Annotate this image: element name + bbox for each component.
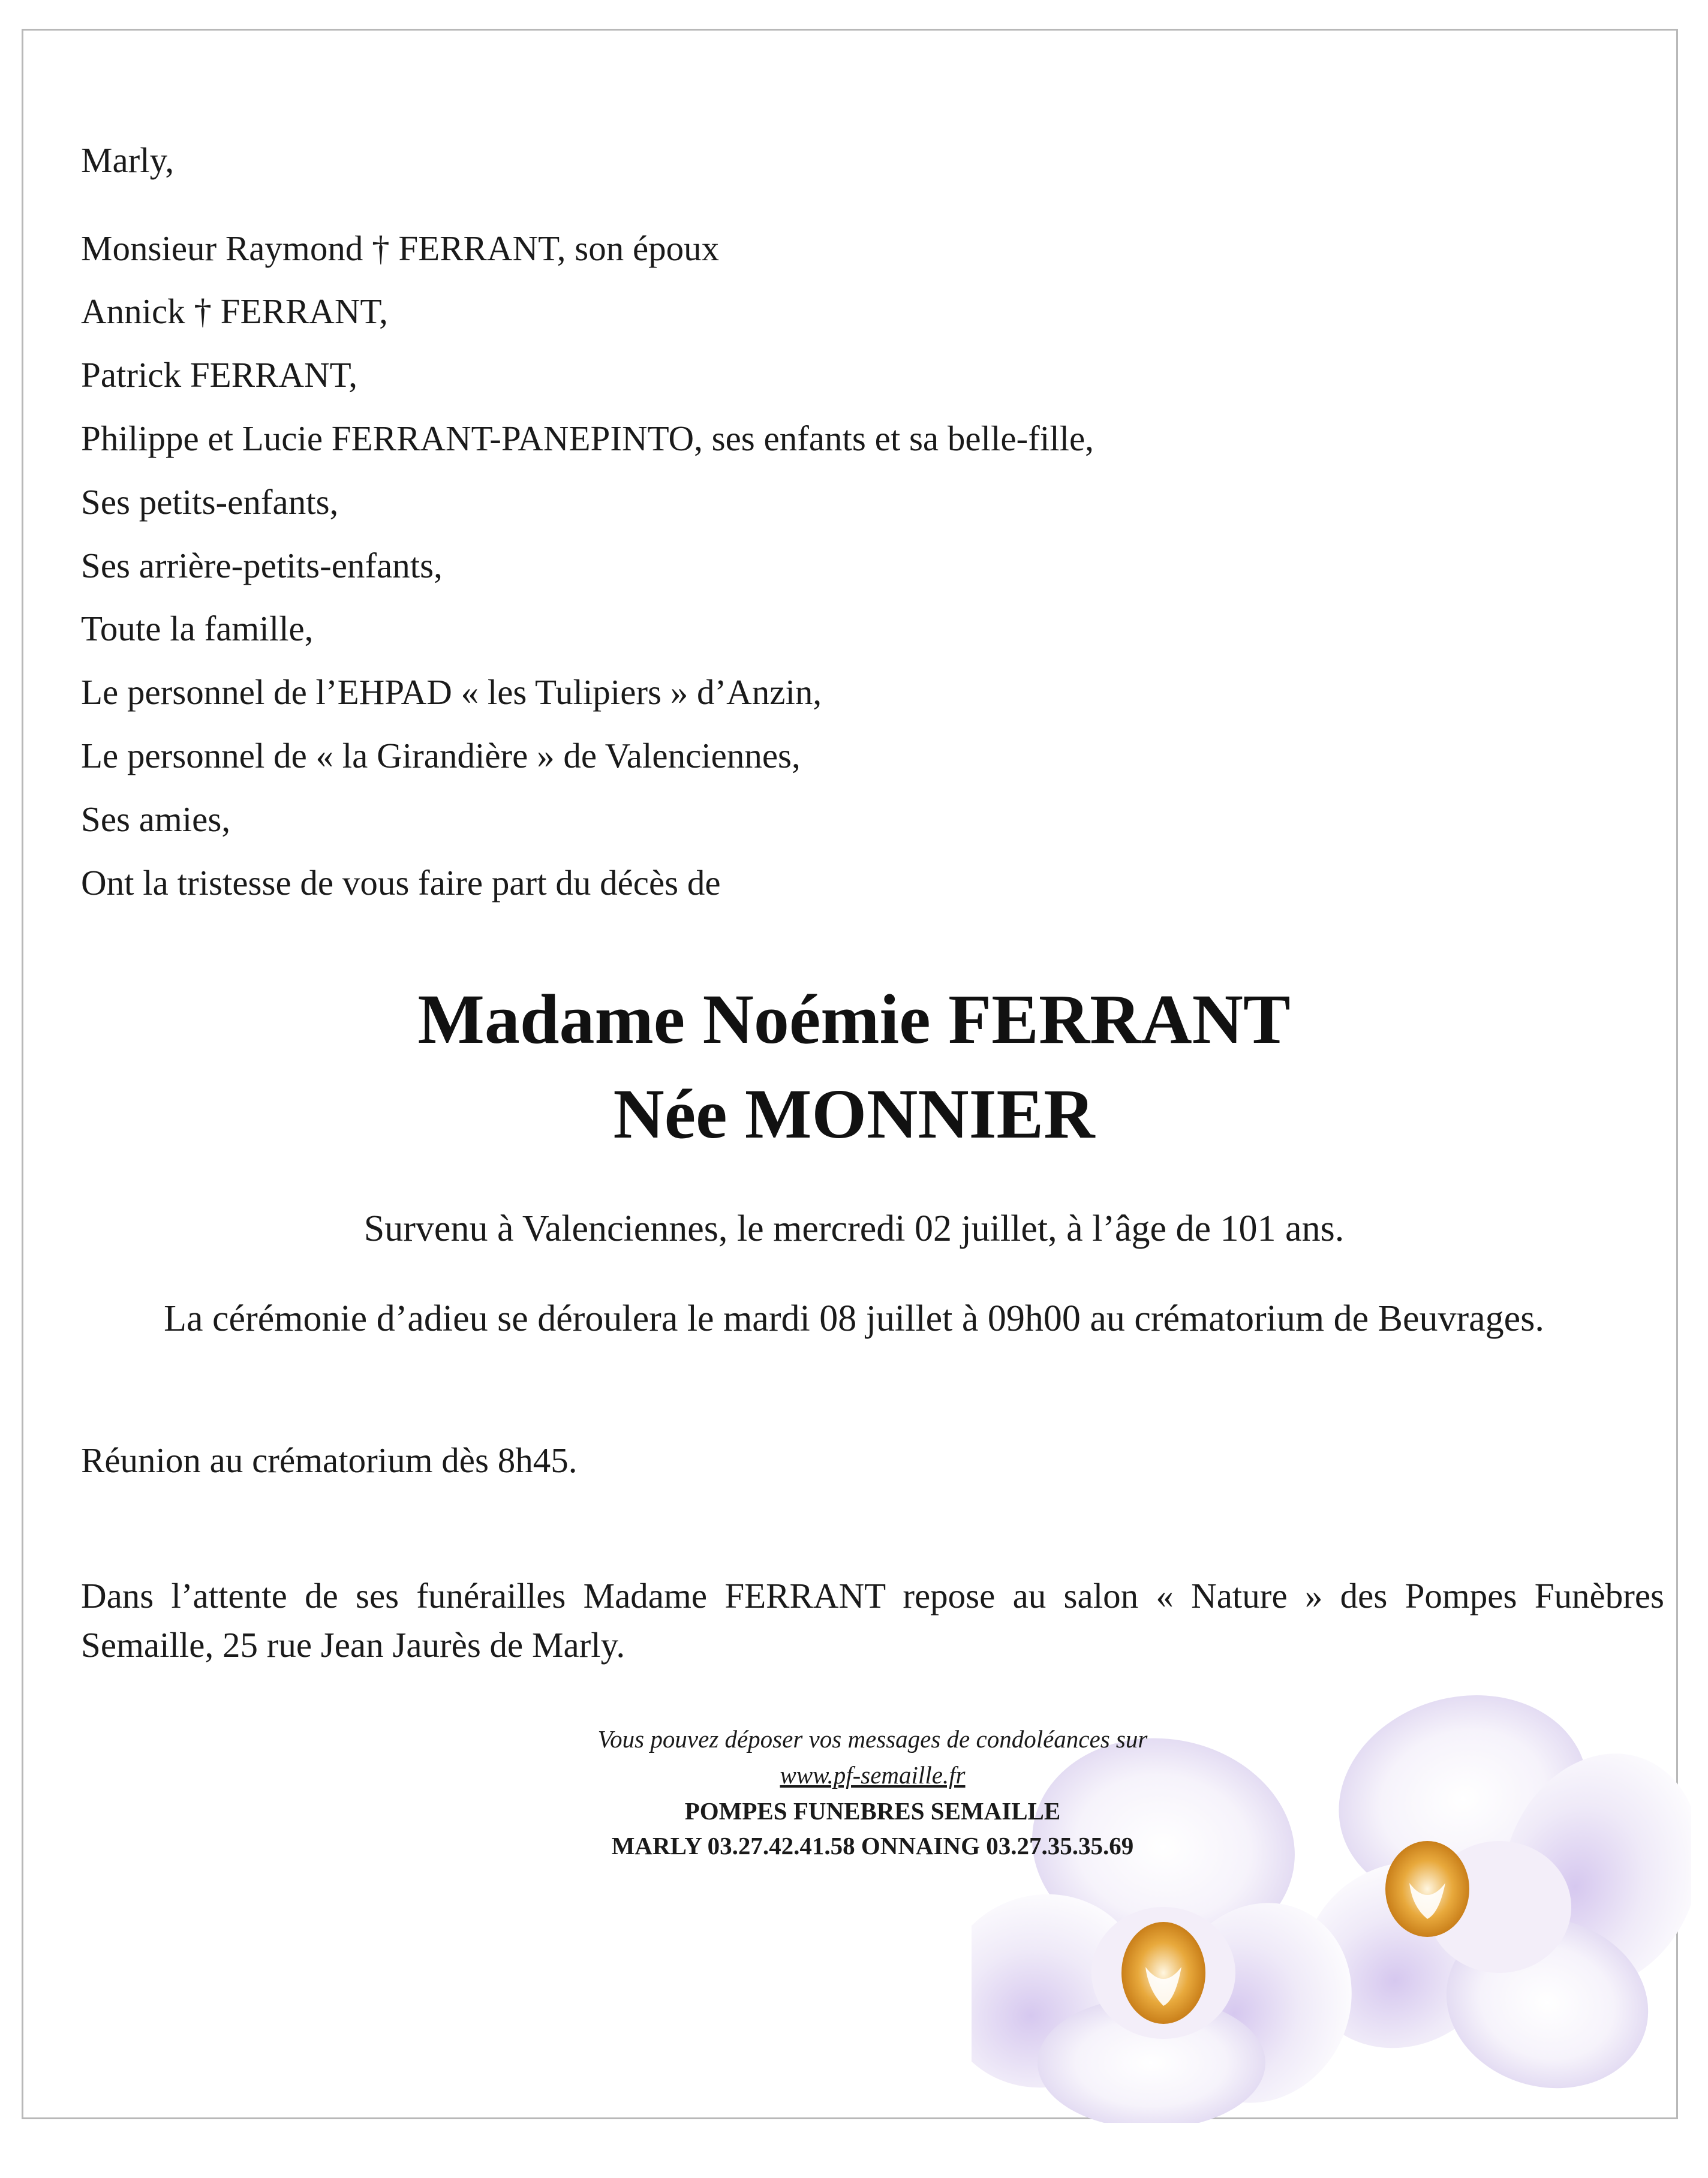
deceased-name: Madame Noémie FERRANT — [417, 980, 1291, 1058]
announcement-intro: Ont la tristesse de vous faire part du décès de — [81, 863, 721, 903]
repose-notice: Dans l’attente de ses funérailles Madame FERRANT repose au salon « Nature » des Pompes Funèbres Semaille, 25 rue Jean Jaurès de Marly. — [81, 1576, 1664, 1665]
family-line-patrick: Patrick FERRANT, — [81, 355, 358, 395]
family-line-annick: Annick † FERRANT, — [81, 291, 388, 331]
company-phones: MARLY 03.27.42.41.58 ONNAING 03.27.35.35.69 — [611, 1832, 1134, 1860]
family-line-family: Toute la famille, — [81, 609, 314, 648]
family-line-ehpad-staff: Le personnel de l’EHPAD « les Tulipiers » d’Anzin, — [81, 672, 822, 712]
website-link[interactable]: www.pf-semaille.fr — [780, 1761, 966, 1789]
family-line-girandiere-staff: Le personnel de « la Girandière » de Valenciennes, — [81, 736, 801, 775]
meeting-notice: Réunion au crématorium dès 8h45. — [81, 1440, 578, 1480]
deceased-maiden-name: Née MONNIER — [613, 1075, 1095, 1153]
company-name: POMPES FUNEBRES SEMAILLE — [684, 1797, 1061, 1825]
family-line-great-grandchildren: Ses arrière-petits-enfants, — [81, 546, 443, 585]
condolences-text: Vous pouvez déposer vos messages de condoléances sur — [597, 1725, 1148, 1753]
death-notice: Survenu à Valenciennes, le mercredi 02 juillet, à l’âge de 101 ans. — [363, 1208, 1345, 1249]
orchid-flowers-image — [972, 1691, 1691, 2123]
place-heading: Marly, — [81, 140, 175, 180]
family-line-philippe-lucie: Philippe et Lucie FERRANT-PANEPINTO, ses enfants et sa belle-fille, — [81, 419, 1094, 458]
family-line-spouse: Monsieur Raymond † FERRANT, son époux — [81, 228, 720, 268]
ceremony-notice: La cérémonie d’adieu se déroulera le mardi 08 juillet à 09h00 au crématorium de Beuvrages. — [164, 1298, 1544, 1339]
family-line-friends: Ses amies, — [81, 799, 231, 839]
family-line-grandchildren: Ses petits-enfants, — [81, 482, 339, 522]
